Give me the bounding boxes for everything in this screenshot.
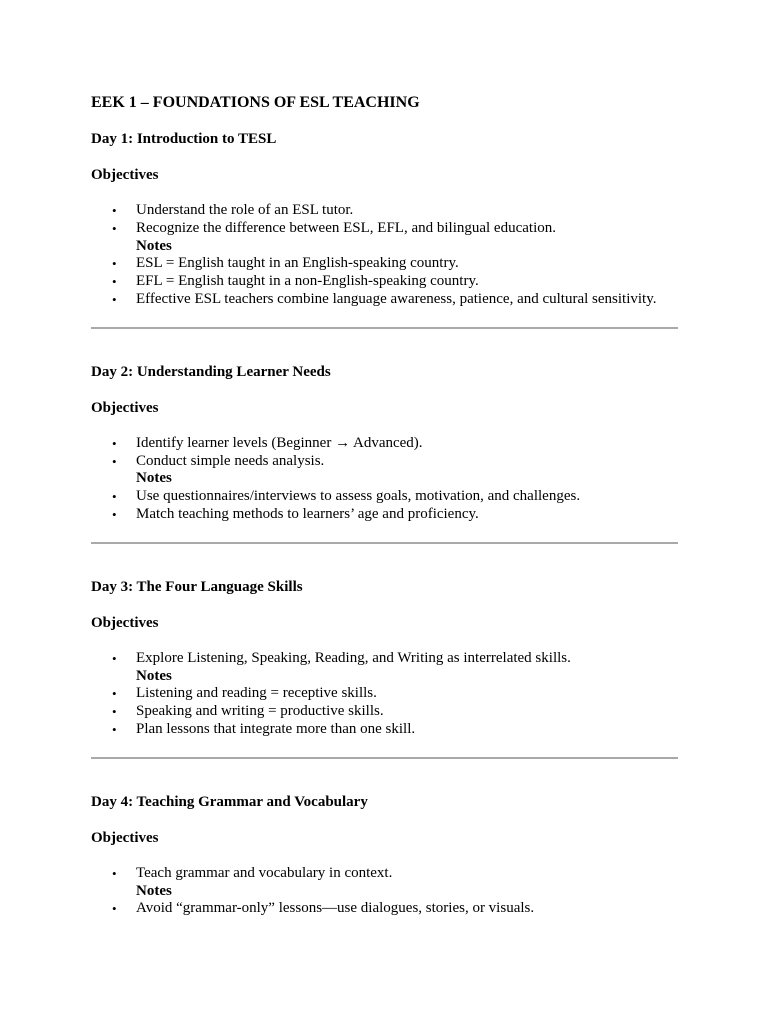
notes-heading: Notes [136, 882, 172, 899]
objectives-list [91, 435, 679, 471]
bullet-icon: • [112, 489, 117, 505]
list-item [91, 506, 679, 524]
notes-heading: Notes [136, 470, 172, 487]
day-title: Day 2: Understanding Learner Needs [91, 363, 331, 380]
list-item-text: Use questionnaires/interviews to assess goals, motivation, and challenges. [136, 488, 581, 505]
section-divider [91, 542, 678, 544]
list-item-text: Identify learner levels (Beginner → Advanced). [136, 434, 423, 451]
document-content [91, 93, 679, 918]
day-section-4 [91, 793, 679, 918]
bullet-icon: • [112, 650, 117, 666]
section-divider [91, 757, 678, 759]
day-title: Day 1: Introduction to TESL [91, 131, 277, 147]
bullet-icon: • [112, 686, 117, 702]
objectives-heading: Objectives [91, 614, 159, 631]
list-item-text: Conduct simple needs analysis. [136, 452, 325, 469]
list-item [91, 220, 679, 238]
notes-list [91, 488, 679, 524]
list-item [91, 703, 679, 721]
list-item [91, 650, 679, 668]
list-item [91, 900, 679, 918]
bullet-icon: • [112, 865, 117, 881]
list-item-text: ESL = English taught in an English-speaking country. [136, 255, 459, 272]
bullet-icon: • [112, 220, 117, 236]
list-item [91, 255, 679, 273]
list-item [91, 435, 679, 453]
list-item-text: EFL = English taught in a non-English-speaking country. [136, 273, 479, 290]
day-section-2 [91, 363, 679, 524]
objectives-list [91, 650, 679, 668]
bullet-icon: • [112, 901, 117, 917]
list-item-text: Speaking and writing = productive skills. [136, 703, 384, 720]
list-item [91, 488, 679, 506]
list-item-text: Understand the role of an ESL tutor. [136, 202, 354, 218]
day-title: Day 3: The Four Language Skills [91, 578, 303, 595]
bullet-icon: • [112, 506, 117, 522]
objectives-list [91, 202, 679, 238]
list-item-text: Plan lessons that integrate more than one skill. [136, 720, 416, 737]
section-divider [91, 327, 678, 329]
list-item-text: Listening and reading = receptive skills. [136, 685, 377, 702]
list-item-text: Explore Listening, Speaking, Reading, and Writing as interrelated skills. [136, 649, 571, 666]
bullet-icon: • [112, 435, 117, 451]
objectives-list [91, 865, 679, 883]
notes-list [91, 255, 679, 308]
objectives-heading: Objectives [91, 167, 159, 183]
notes-heading: Notes [136, 667, 172, 684]
list-item-text: Effective ESL teachers combine language awareness, patience, and cultural sensitivity. [136, 290, 657, 307]
list-item-text: Match teaching methods to learners’ age and proficiency. [136, 505, 479, 522]
notes-list [91, 900, 679, 918]
bullet-icon: • [112, 704, 117, 720]
day-section-1 [91, 130, 679, 309]
notes-heading: Notes [136, 237, 172, 254]
bullet-icon: • [112, 721, 117, 737]
list-item [91, 453, 679, 471]
list-item [91, 202, 679, 220]
objectives-heading: Objectives [91, 399, 159, 416]
list-item-text: Recognize the difference between ESL, EFL, and bilingual education. [136, 219, 556, 236]
list-item-text: Teach grammar and vocabulary in context. [136, 864, 393, 881]
bullet-icon: • [112, 453, 117, 469]
bullet-icon: • [112, 291, 117, 307]
week-title: EEK 1 – FOUNDATIONS OF ESL TEACHING [91, 94, 420, 111]
list-item [91, 721, 679, 739]
list-item-text: Avoid “grammar-only” lessons—use dialogues, stories, or visuals. [136, 900, 535, 917]
objectives-heading: Objectives [91, 829, 159, 846]
list-item [91, 291, 679, 309]
bullet-icon: • [112, 256, 117, 272]
bullet-icon: • [112, 203, 117, 218]
list-item [91, 273, 679, 291]
notes-list [91, 685, 679, 738]
bullet-icon: • [112, 274, 117, 290]
day-title: Day 4: Teaching Grammar and Vocabulary [91, 793, 368, 810]
list-item [91, 685, 679, 703]
list-item [91, 865, 679, 883]
day-section-3 [91, 578, 679, 739]
